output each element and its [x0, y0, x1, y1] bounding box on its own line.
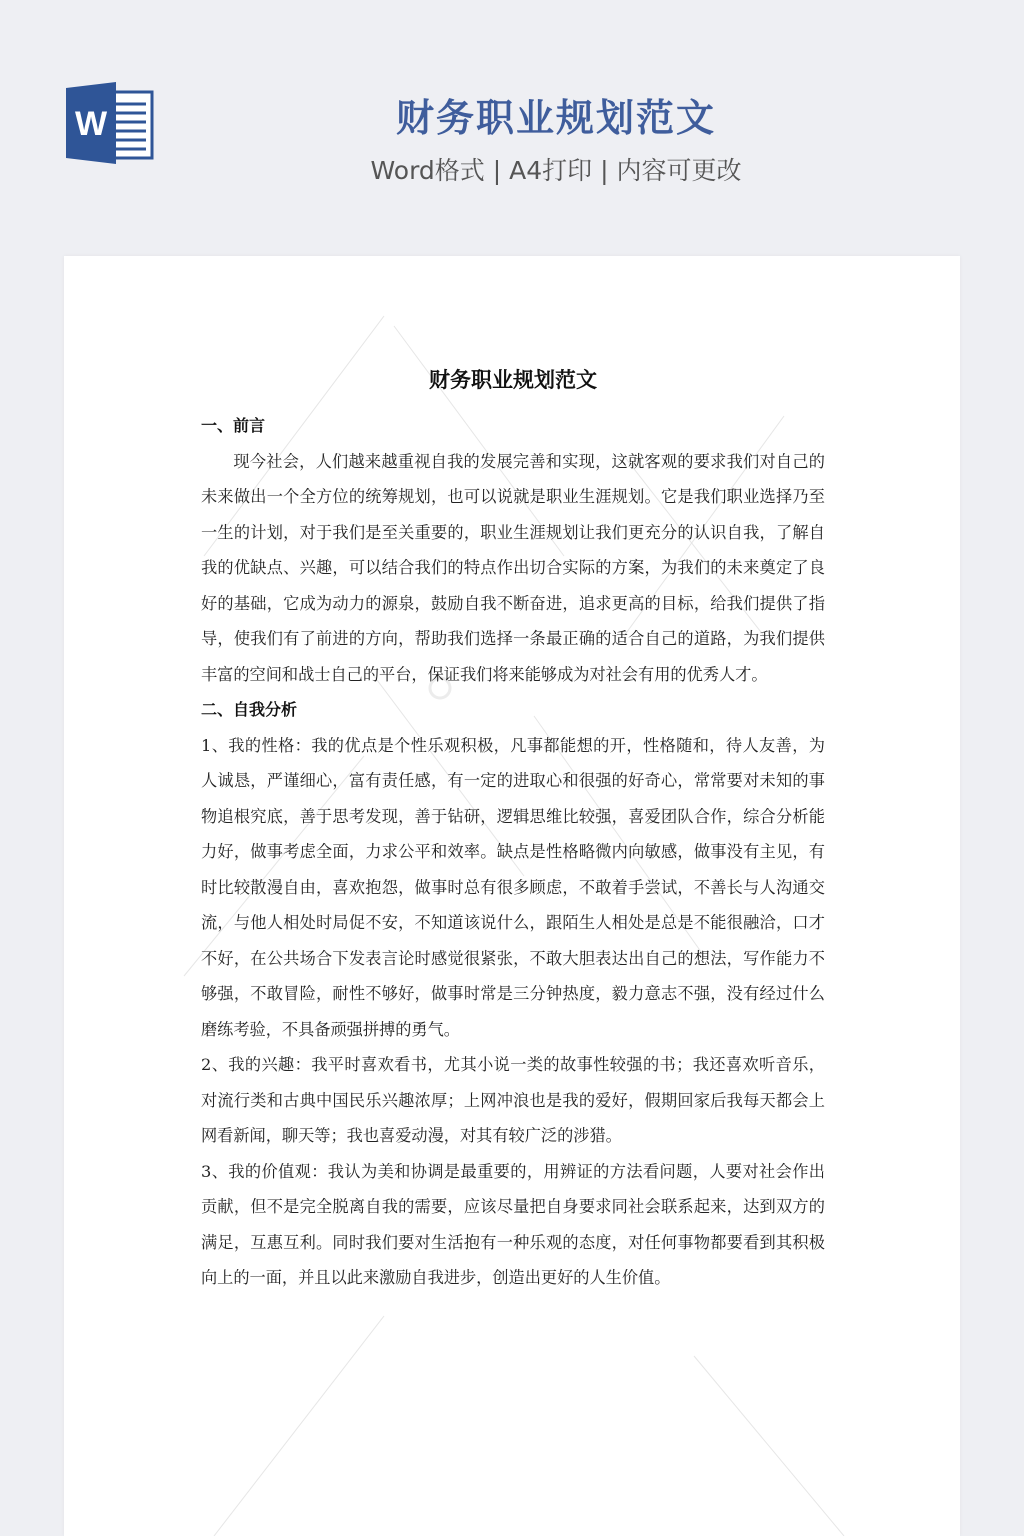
section-heading-self-analysis: 二、自我分析: [201, 700, 298, 719]
values-paragraph: 3、我的价值观：我认为美和协调是最重要的，用辨证的方法看问题，人要对社会作出贡献，但不是完全脱离自我的需要，应该尽量把自身要求同社会联系起来，达到双方的满足，互惠互利。同时我们要对生活抱有一种乐观的态度，对任何事物都要看到其积极向上的一面，并且以此来激励自我进步，创造出更好的人生价值。: [201, 1161, 825, 1287]
header-title: 财务职业规划范文: [395, 96, 716, 140]
personality-paragraph: 1、我的性格：我的优点是个性乐观积极，凡事都能想的开，性格随和，待人友善，为人诚恳，严谨细心，富有责任感，有一定的进取心和很强的好奇心，常常要对未知的事物追根究底，善于思考发现，善于钻研，逻辑思维比较强，喜爱团队合作，综合分析能力好，做事考虑全面，力求公平和效率。缺点是性格略微内向敏感，做事没有主见，有时比较散漫自由，喜欢抱怨，做事时总有很多顾虑，不敢着手尝试，不善长与人沟通交流，与他人相处时局促不安，不知道该说什么，跟陌生人相处是总是不能很融洽，口才不好，在公共场合下发表言论时感觉很紧张，不敢大胆表达出自己的想法，写作能力不够强，不敢冒险，耐性不够好，做事时常是三分钟热度，毅力意志不强，没有经过什么磨练考验，不具备顽强拼搏的勇气。: [201, 735, 825, 1039]
interests-paragraph: 2、我的兴趣：我平时喜欢看书，尤其小说一类的故事性较强的书；我还喜欢听音乐，对流行类和古典中国民乐兴趣浓厚；上网冲浪也是我的爱好，假期回家后我每天都会上网看新闻，聊天等；我也喜爱动漫，对其有较广泛的涉猎。: [201, 1055, 825, 1145]
section-heading-preface: 一、前言: [201, 416, 266, 435]
header-subtitle: Word格式 | A4打印 | 内容可更改: [370, 156, 742, 185]
document-page: [64, 256, 960, 1536]
preface-paragraph: 现今社会，人们越来越重视自我的发展完善和实现，这就客观的要求我们对自己的未来做出一个全方位的统筹规划，也可以说就是职业生涯规划。它是我们职业选择乃至一生的计划，对于我们是至关重要的，职业生涯规划让我们更充分的认识自我，了解自我的优缺点、兴趣，可以结合我们的特点作出切合实际的方案，为我们的未来奠定了良好的基础，它成为动力的源泉，鼓励自我不断奋进，追求更高的目标，给我们提供了指导，使我们有了前进的方向，帮助我们选择一条最正确的适合自己的道路，为我们提供丰富的空间和战士自己的平台，保证我们将来能够成为对社会有用的优秀人才。: [201, 451, 825, 684]
word-document-icon: [66, 82, 156, 164]
word-logo-letter: W: [74, 105, 108, 143]
page-header: [0, 0, 1024, 256]
document-body: [201, 366, 825, 1296]
document-title: 财务职业规划范文: [429, 367, 597, 392]
